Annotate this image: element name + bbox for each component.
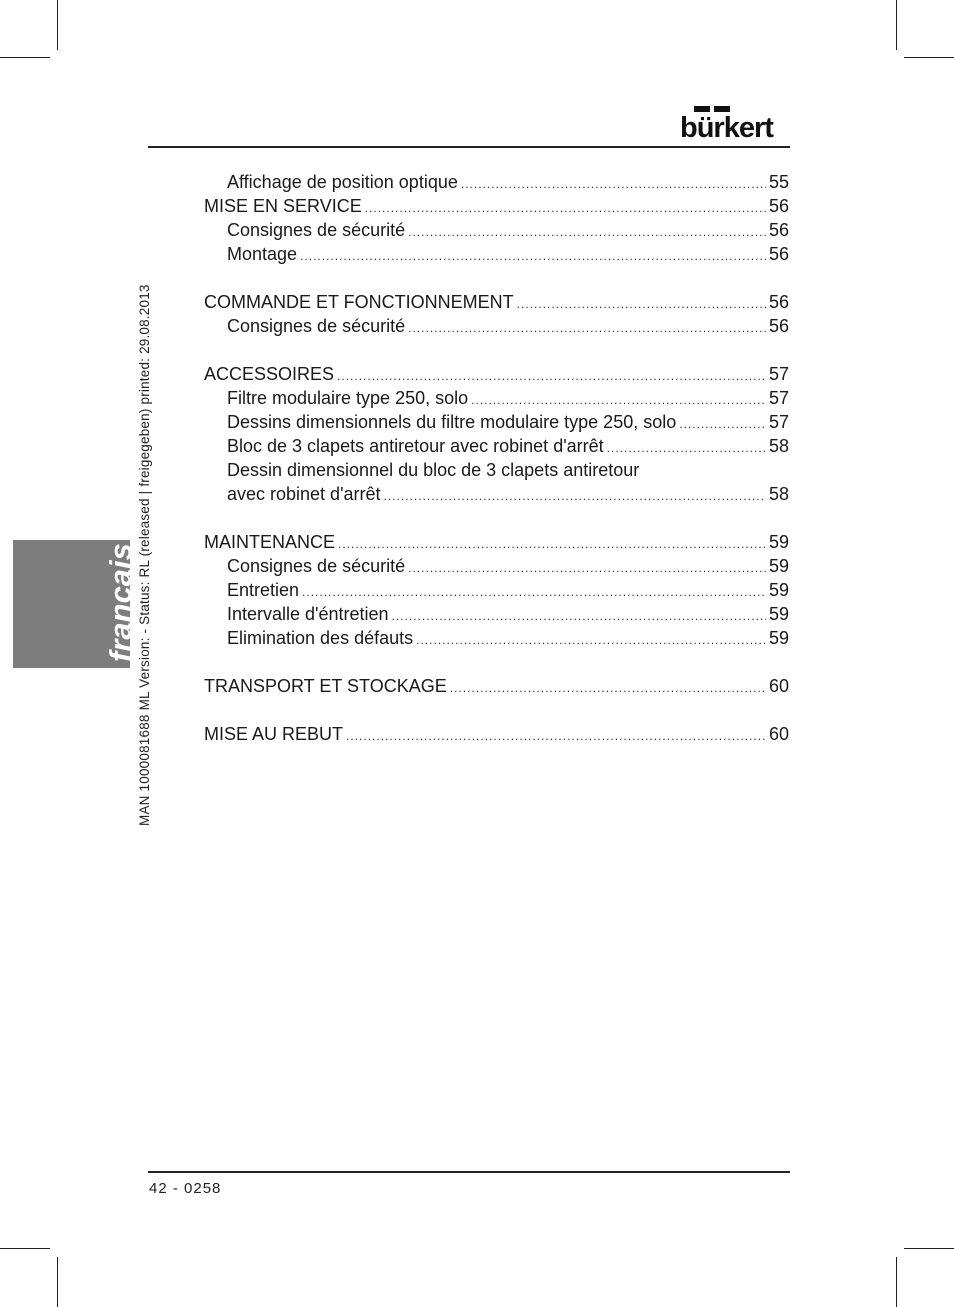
crop-mark — [896, 0, 897, 50]
brand-logo — [680, 104, 790, 144]
toc-entry-title: Consignes de sécurité — [227, 556, 406, 576]
toc-entry[interactable] — [204, 626, 789, 650]
toc-entry[interactable] — [204, 194, 789, 218]
toc-entry-page: 59 — [768, 628, 789, 648]
crop-mark — [0, 57, 50, 58]
toc-dot-leader — [450, 676, 766, 700]
toc-entry-page: 55 — [768, 172, 789, 192]
toc-dot-leader — [384, 484, 766, 508]
toc-entry[interactable] — [204, 530, 789, 554]
toc-entry-title: Intervalle d'éntretien — [227, 604, 389, 624]
toc-entry[interactable] — [204, 722, 789, 746]
footer-rule — [148, 1171, 790, 1173]
toc-entry-page: 56 — [768, 196, 789, 216]
toc-entry-page: 59 — [768, 604, 789, 624]
crop-mark — [57, 0, 58, 50]
header-rule — [148, 146, 790, 148]
page-number: 42 - 0258 — [149, 1180, 222, 1197]
toc-dot-leader — [416, 628, 766, 652]
toc-entry-title: MAINTENANCE — [204, 532, 336, 552]
toc-entry-page: 60 — [768, 724, 789, 744]
toc-entry-page: 59 — [768, 532, 789, 552]
toc-dot-leader — [517, 292, 766, 316]
crop-mark — [904, 1248, 954, 1249]
toc-dot-leader — [302, 580, 766, 604]
toc-entry-page: 56 — [768, 244, 789, 264]
document-meta: MAN 1000081688 ML Version: - Status: RL (released | freigegeben) printed: 29.08.2013 — [137, 284, 152, 826]
toc-entry-page: 59 — [768, 580, 789, 600]
toc-entry[interactable] — [204, 242, 789, 266]
toc-entry-page: 58 — [768, 484, 789, 504]
toc-dot-leader — [300, 244, 766, 268]
crop-mark — [904, 57, 954, 58]
table-of-contents — [204, 170, 789, 746]
toc-entry[interactable] — [204, 554, 789, 578]
toc-entry[interactable] — [204, 458, 789, 482]
toc-dot-leader — [337, 364, 766, 388]
toc-entry-title: Dessins dimensionnels du filtre modulaire type 250, solo — [227, 412, 677, 432]
toc-dot-leader — [408, 556, 766, 580]
toc-dot-leader — [365, 196, 766, 220]
toc-dot-leader — [346, 724, 766, 748]
crop-mark — [896, 1257, 897, 1307]
toc-entry-page: 58 — [768, 436, 789, 456]
toc-entry-page: 56 — [768, 220, 789, 240]
toc-entry-page: 57 — [768, 388, 789, 408]
toc-entry[interactable] — [204, 410, 789, 434]
toc-entry-title: MISE AU REBUT — [204, 724, 344, 744]
toc-entry-page: 59 — [768, 556, 789, 576]
toc-entry-title: Consignes de sécurité — [227, 220, 406, 240]
toc-entry-title: Consignes de sécurité — [227, 316, 406, 336]
toc-dot-leader — [338, 532, 766, 556]
toc-entry-title: COMMANDE ET FONCTIONNEMENT — [204, 292, 514, 312]
toc-dot-leader — [471, 388, 766, 412]
toc-entry[interactable] — [204, 674, 789, 698]
toc-entry-page: 60 — [768, 676, 789, 696]
toc-entry-title: ACCESSOIRES — [204, 364, 335, 384]
toc-entry-title: Montage — [227, 244, 298, 264]
toc-entry[interactable] — [204, 218, 789, 242]
toc-entry-title: MISE EN SERVICE — [204, 196, 362, 216]
toc-entry-title: Bloc de 3 clapets antiretour avec robinet d'arrêt — [227, 436, 604, 456]
toc-entry-title: avec robinet d'arrêt — [227, 484, 381, 504]
toc-entry-title: Filtre modulaire type 250, solo — [227, 388, 469, 408]
toc-entry[interactable] — [204, 578, 789, 602]
toc-dot-leader — [408, 316, 766, 340]
toc-entry[interactable] — [204, 602, 789, 626]
language-tab-label: français — [103, 543, 138, 662]
toc-entry[interactable] — [204, 362, 789, 386]
toc-entry-page: 57 — [768, 412, 789, 432]
toc-dot-leader — [461, 172, 766, 196]
toc-entry-title: Dessin dimensionnel du bloc de 3 clapets antiretour — [227, 460, 640, 480]
toc-entry-title: Elimination des défauts — [227, 628, 414, 648]
toc-entry-page: 57 — [768, 364, 789, 384]
toc-entry[interactable] — [204, 434, 789, 458]
toc-entry-title: Entretien — [227, 580, 300, 600]
toc-dot-leader — [392, 604, 766, 628]
toc-dot-leader — [679, 412, 766, 436]
toc-entry[interactable] — [204, 314, 789, 338]
toc-entry[interactable] — [204, 386, 789, 410]
toc-entry[interactable] — [204, 290, 789, 314]
toc-entry[interactable] — [204, 482, 789, 506]
toc-entry[interactable] — [204, 170, 789, 194]
toc-entry-title: TRANSPORT ET STOCKAGE — [204, 676, 447, 696]
toc-entry-page: 56 — [768, 292, 789, 312]
crop-mark — [57, 1257, 58, 1307]
toc-entry-page: 56 — [768, 316, 789, 336]
toc-dot-leader — [408, 220, 766, 244]
toc-entry-title: Affichage de position optique — [227, 172, 458, 192]
logo-text: bürkert — [680, 112, 773, 144]
crop-mark — [0, 1248, 50, 1249]
toc-dot-leader — [607, 436, 766, 460]
